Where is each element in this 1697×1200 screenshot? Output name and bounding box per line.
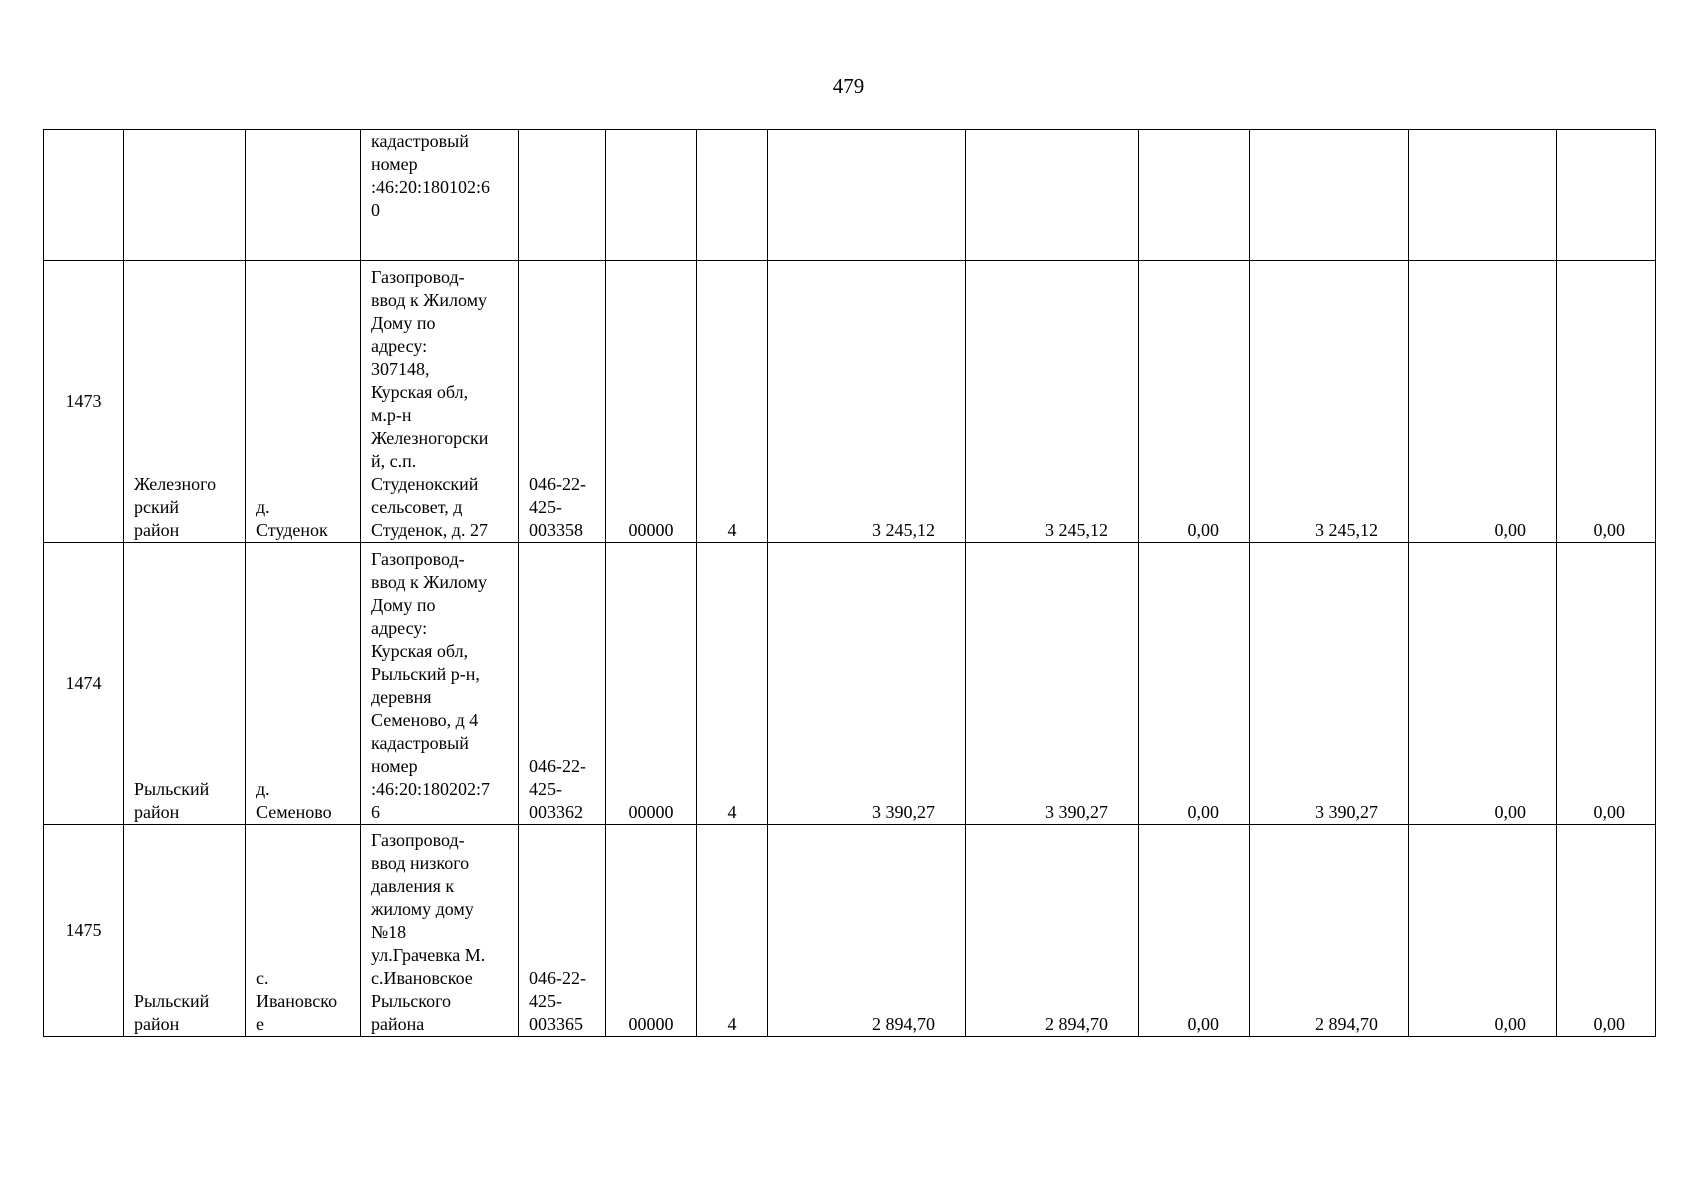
value-cell-2: 3 245,12	[966, 261, 1139, 543]
description-cell: Газопровод- ввод к Жилому Дому по адресу: Курская обл, Рыльский р-н, деревня Семеново, д 4 кадастровый номер :46:20:180202:7 6	[361, 543, 519, 825]
value-cell-1: 3 390,27	[768, 543, 966, 825]
group-cell: 4	[697, 543, 768, 825]
code-cell: 046-22- 425- 003365	[519, 825, 606, 1037]
register-table	[43, 129, 1656, 1037]
value-cell-4: 2 894,70	[1250, 825, 1409, 1037]
value-cell-3: 0,00	[1139, 261, 1250, 543]
description-cell: Газопровод- ввод низкого давления к жилому дому №18 ул.Грачевка М. с.Ивановское Рыльского района	[361, 825, 519, 1037]
group-cell: 4	[697, 261, 768, 543]
value-cell-3: 0,00	[1139, 825, 1250, 1037]
value-cell-6	[1557, 130, 1656, 261]
page-number: 479	[832, 74, 865, 98]
district-cell: Рыльский район	[124, 825, 246, 1037]
table-row	[44, 825, 1656, 1037]
code-suffix-cell	[606, 130, 697, 261]
group-cell: 4	[697, 825, 768, 1037]
value-cell-6: 0,00	[1557, 261, 1656, 543]
settlement-cell: д. Семеново	[246, 543, 361, 825]
description-cell: кадастровый номер :46:20:180102:6 0	[361, 130, 519, 261]
value-cell-2: 3 390,27	[966, 543, 1139, 825]
value-cell-2: 2 894,70	[966, 825, 1139, 1037]
code-cell	[519, 130, 606, 261]
code-suffix-cell: 00000	[606, 543, 697, 825]
district-cell	[124, 130, 246, 261]
value-cell-4	[1250, 130, 1409, 261]
table-row	[44, 543, 1656, 825]
table-row	[44, 130, 1656, 261]
code-suffix-cell: 00000	[606, 261, 697, 543]
value-cell-5	[1409, 130, 1557, 261]
value-cell-6: 0,00	[1557, 825, 1656, 1037]
value-cell-5: 0,00	[1409, 825, 1557, 1037]
value-cell-1: 2 894,70	[768, 825, 966, 1037]
value-cell-1: 3 245,12	[768, 261, 966, 543]
code-suffix-cell: 00000	[606, 825, 697, 1037]
row-number: 1475	[44, 825, 124, 1037]
settlement-cell	[246, 130, 361, 261]
group-cell	[697, 130, 768, 261]
value-cell-2	[966, 130, 1139, 261]
table-row	[44, 261, 1656, 543]
row-number: 1473	[44, 261, 124, 543]
district-cell: Рыльский район	[124, 543, 246, 825]
value-cell-6: 0,00	[1557, 543, 1656, 825]
value-cell-4: 3 390,27	[1250, 543, 1409, 825]
value-cell-4: 3 245,12	[1250, 261, 1409, 543]
value-cell-5: 0,00	[1409, 261, 1557, 543]
settlement-cell: д. Студенок	[246, 261, 361, 543]
district-cell: Железного рский район	[124, 261, 246, 543]
code-cell: 046-22- 425- 003362	[519, 543, 606, 825]
description-cell: Газопровод- ввод к Жилому Дому по адресу: 307148, Курская обл, м.р-н Железногорски й, с.п. Студенокский сельсовет, д Студенок, д. 27	[361, 261, 519, 543]
row-number	[44, 130, 124, 261]
value-cell-3	[1139, 130, 1250, 261]
code-cell: 046-22- 425- 003358	[519, 261, 606, 543]
row-number: 1474	[44, 543, 124, 825]
value-cell-1	[768, 130, 966, 261]
settlement-cell: с. Ивановско е	[246, 825, 361, 1037]
value-cell-3: 0,00	[1139, 543, 1250, 825]
value-cell-5: 0,00	[1409, 543, 1557, 825]
